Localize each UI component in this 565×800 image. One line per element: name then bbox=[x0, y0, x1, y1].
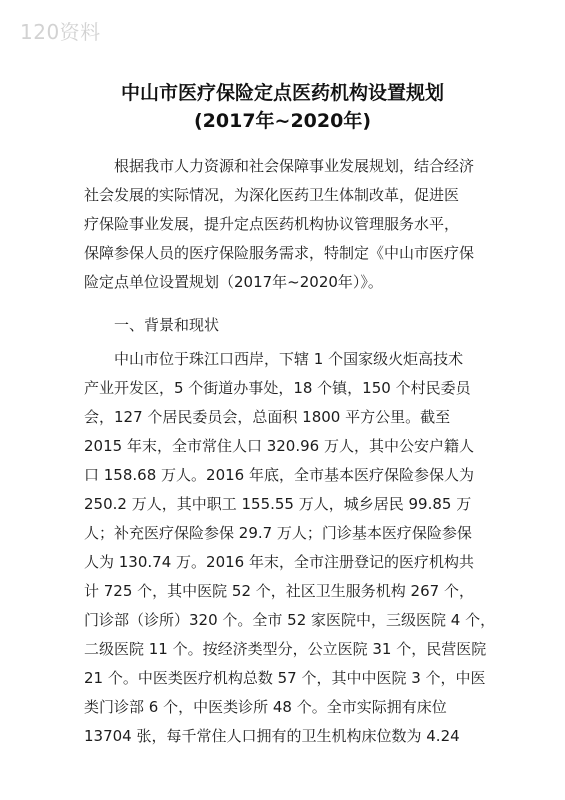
body-line: 会，127 个居民委员会，总面积 1800 平方公里。截至 bbox=[84, 408, 451, 426]
body-line: 2015 年末，全市常住人口 320.96 万人，其中公安户籍人 bbox=[84, 437, 474, 455]
body-line: 口 158.68 万人。2016 年底，全市基本医疗保险参保人为 bbox=[84, 466, 474, 484]
intro-line: 疗保险事业发展，提升定点医药机构协议管理服务水平， bbox=[84, 215, 460, 233]
document-title: 中山市医疗保险定点医药机构设置规划 bbox=[120, 82, 444, 104]
body-line: 人为 130.74 万。2016 年末，全市注册登记的医疗机构共 bbox=[84, 553, 474, 571]
document-title-years: (2017年~2020年) bbox=[193, 110, 372, 132]
body-line: 计 725 个，其中医院 52 个，社区卫生服务机构 267 个， bbox=[84, 582, 474, 600]
body-line: 中山市位于珠江口西岸，下辖 1 个国家级火炬高技术 bbox=[114, 350, 464, 368]
body-line: 21 个。中医类医疗机构总数 57 个，其中中医院 3 个，中医 bbox=[84, 669, 486, 687]
section-heading: 一、背景和现状 bbox=[114, 316, 220, 334]
body-line: 二级医院 11 个。按经济类型分，公立医院 31 个，民营医院 bbox=[84, 640, 487, 658]
intro-line: 险定点单位设置规划（2017年~2020年）》。 bbox=[84, 273, 383, 291]
body-line: 250.2 万人，其中职工 155.55 万人，城乡居民 99.85 万 bbox=[84, 495, 472, 513]
body-line: 门诊部（诊所）320 个。全市 52 家医院中，三级医院 4 个， bbox=[84, 611, 496, 629]
body-line: 类门诊部 6 个，中医类诊所 48 个。全市实际拥有床位 bbox=[84, 698, 447, 716]
intro-line: 保障参保人员的医疗保险服务需求，特制定《中山市医疗保 bbox=[84, 244, 475, 262]
intro-line: 社会发展的实际情况，为深化医药卫生体制改革，促进医 bbox=[84, 186, 460, 204]
body-line: 13704 张，每千常住人口拥有的卫生机构床位数为 4.24 bbox=[84, 727, 460, 745]
watermark: 120资料 bbox=[20, 20, 101, 44]
body-line: 产业开发区，5 个街道办事处，18 个镇，150 个村民委员 bbox=[84, 379, 471, 397]
intro-line: 根据我市人力资源和社会保障事业发展规划，结合经济 bbox=[114, 157, 475, 175]
body-line: 人；补充医疗保险参保 29.7 万人；门诊基本医疗保险参保 bbox=[84, 524, 472, 542]
